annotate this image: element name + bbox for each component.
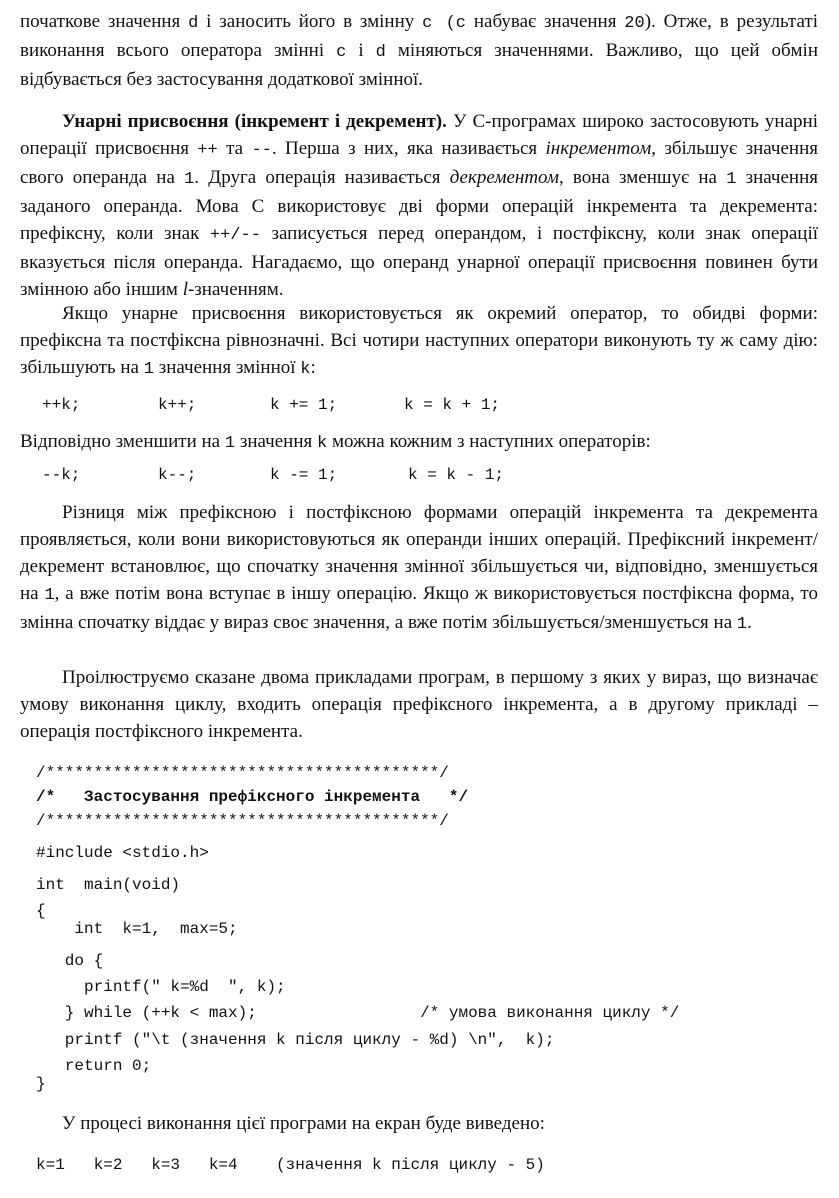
paragraph-standalone-forms: Якщо унарне присвоєння використовується як окремий оператор, то обидві форми: префіксна та постфіксна рівнозначні. Всі чотири наступних оператори виконують ту ж саму дію: збільшують на 1 значення змінної k: [20,303,818,379]
paragraph-swap-end: початкове значення d і заносить його в змінну c (c набуває значення 20). Отже, в результаті виконання всього оператора змінні c і d міняються значеннями. Важливо, що цей обмін відбувається без застосування додаткової змінної. [20,11,818,90]
paragraph-decrement-intro: Відповідно зменшити на 1 значення k можна кожним з наступних операторів: [20,431,651,453]
code-line: { [36,902,46,920]
section-heading: Унарні присвоєння (інкремент і декремент). [62,111,447,132]
paragraph-prefix-postfix-difference: Різниця між префіксною і постфіксною формами операцій інкремента та декремента проявляється, коли вони використовуються як операнди інших операцій. Префіксний інкремент/декремент встановлює, що спочатку значення змінної збільшується чи, відповідно, зменшується на 1, а вже потім вона вступає в іншу операцію. Якщо ж використовується постфіксна форма, то змінна спочатку віддає у вираз своє значення, а вже потім збільшується/зменшується на 1. [20,502,818,634]
example-statement: k--; [158,466,197,484]
code-line: } [36,1075,46,1093]
code-line: /* Застосування префіксного інкремента */ [36,788,469,806]
example-statement: k++; [158,396,197,414]
decrement-examples [20,466,820,492]
example-statement: k = k + 1; [404,396,501,414]
code-line: printf(" k=%d ", k); [36,978,286,996]
paragraph-unary-assignment: Унарні присвоєння (інкремент і декремент). У С-програмах широко застосовують унарні операції присвоєння ++ та --. Перша з них, яка називається інкрементом, збільшує значення свого операнда на 1. Друга операція називається декрементом, вона зменшує на 1 значення заданого операнда. Мова С використовує дві форми операцій інкремента та декремента: префіксну, коли знак ++/-- записується перед операндом, і постфіксну, коли знак операції вказується після операнда. Нагадаємо, що операнд унарної операції присвоєння повинен бути змінною або іншим l-значенням. [20,111,819,300]
example-statement: k += 1; [270,396,338,414]
code-line: /*****************************************/ [36,764,449,782]
increment-examples [20,396,820,422]
example-statement: --k; [42,466,81,484]
code-line: int k=1, max=5; [36,920,238,938]
code-line: do { [36,952,104,970]
code-line: #include <stdio.h> [36,844,209,862]
example-statement: k = k - 1; [408,466,505,484]
code-line: return 0; [36,1057,152,1075]
example-statement: ++k; [42,396,81,414]
code-line: } while (++k < max); /* умова виконання циклу */ [36,1004,680,1022]
paragraph-examples-intro: Проілюструємо сказане двома прикладами програм, в першому з яких у вираз, що визначає умову виконання циклу, входить операція префіксного інкремента, а в другому прикладі – операція постфіксного інкремента. [20,667,818,742]
code-line: int main(void) [36,876,181,894]
code-line: /*****************************************/ [36,812,449,830]
program-output: k=1 k=2 k=3 k=4 (значення k після циклу - 5) [36,1156,545,1174]
example-statement: k -= 1; [270,466,338,484]
paragraph-output-intro: У процесі виконання цієї програми на екран буде виведено: [62,1113,545,1134]
code-line: printf ("\t (значення k після циклу - %d) \n", k); [36,1031,555,1049]
